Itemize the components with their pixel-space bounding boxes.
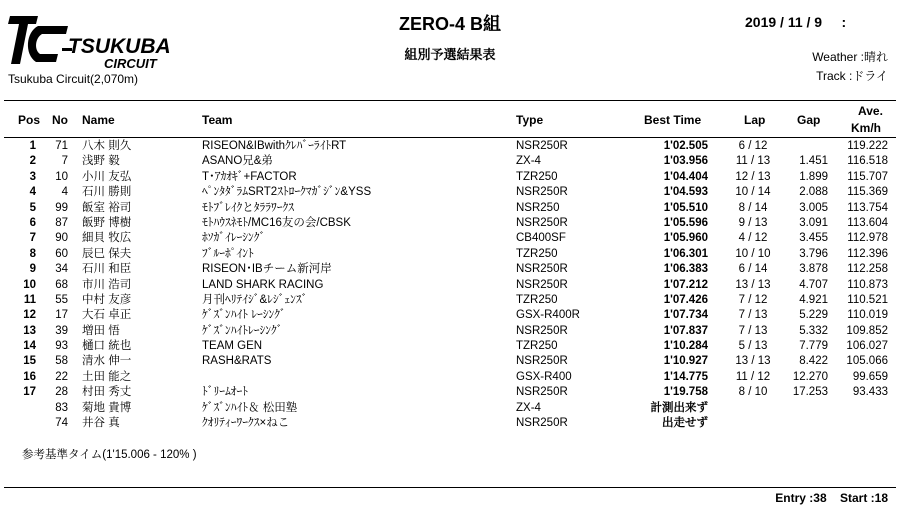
table-row <box>0 308 900 323</box>
cell-type: NSR250R <box>516 186 568 199</box>
cell-team: ﾎｿｶﾞｲﾚｰｼﾝｸﾞ <box>202 232 266 245</box>
cell-lap: 11 / 12 <box>735 370 771 383</box>
cell-pos: 7 <box>29 232 36 245</box>
cell-gap: 3.878 <box>799 263 828 276</box>
cell-ave: 110.521 <box>847 293 888 306</box>
cell-pos: 17 <box>23 386 36 399</box>
cell-lap: 13 / 13 <box>735 278 771 291</box>
cell-name: 井谷 真 <box>82 417 120 430</box>
cell-type: ZX-4 <box>516 401 541 414</box>
results-table <box>0 139 900 431</box>
event-title: ZERO-4 B組 <box>398 14 501 34</box>
cell-ave: 115.369 <box>847 186 888 199</box>
cell-best: 1'14.775 <box>663 370 708 383</box>
cell-ave: 113.604 <box>847 216 888 229</box>
cell-no: 99 <box>55 201 68 214</box>
cell-lap: 4 / 12 <box>738 232 768 245</box>
cell-no: 71 <box>55 140 68 152</box>
cell-name: 増田 悟 <box>82 324 120 337</box>
cell-gap: 17.253 <box>792 386 828 399</box>
cell-pos: 16 <box>23 370 36 383</box>
cell-lap: 5 / 13 <box>738 340 768 353</box>
cell-name: 浅野 毅 <box>82 155 120 168</box>
cell-ave: 119.222 <box>847 140 888 152</box>
cell-team: 月刊ﾍﾘﾃｲｼﾞ&ﾚｼﾞｪﾝｽﾞ <box>202 293 308 306</box>
cell-best: 出走せず <box>662 417 708 430</box>
cell-gap: 7.779 <box>799 340 828 353</box>
cell-name: 小川 友弘 <box>82 170 132 183</box>
cell-pos: 6 <box>29 216 36 229</box>
cell-name: 細貝 牧広 <box>82 232 132 245</box>
cell-type: TZR250 <box>516 340 558 353</box>
cell-best: 1'07.426 <box>663 293 708 306</box>
cell-lap: 8 / 10 <box>738 386 768 399</box>
cell-best: 1'05.510 <box>663 201 708 214</box>
header-team: Team <box>202 113 233 127</box>
cell-gap: 5.229 <box>799 309 828 322</box>
cell-pos: 2 <box>29 155 36 168</box>
cell-type: NSR250R <box>516 278 568 291</box>
cell-lap: 7 / 12 <box>738 293 768 306</box>
cell-team: LAND SHARK RACING <box>202 278 324 291</box>
cell-ave: 99.659 <box>852 370 888 383</box>
header-bottom-rule <box>4 137 896 138</box>
cell-type: NSR250R <box>516 216 568 229</box>
cell-gap: 12.270 <box>792 370 828 383</box>
cell-gap: 3.796 <box>799 247 828 260</box>
cell-team: ﾓﾄﾌﾞﾚｲｸとﾀﾗﾗﾜｰｸｽ <box>202 201 294 214</box>
cell-no: 28 <box>55 386 68 399</box>
cell-type: NSR250R <box>516 417 568 430</box>
table-row <box>0 247 900 262</box>
header-best-time: Best Time <box>644 113 702 127</box>
cell-type: NSR250R <box>516 324 568 337</box>
table-row <box>0 139 900 154</box>
cell-team: RASH&RATS <box>202 355 272 368</box>
table-row <box>0 339 900 354</box>
cell-type: TZR250 <box>516 170 558 183</box>
cell-type: CB400SF <box>516 232 566 245</box>
table-row <box>0 278 900 293</box>
header-lap: Lap <box>744 113 766 127</box>
event-date: 2019 / 11 / 9 : <box>745 14 847 30</box>
cell-best: 1'07.837 <box>663 324 708 337</box>
cell-name: 市川 浩司 <box>82 278 132 291</box>
cell-team: ｹﾞｽﾞﾝﾊｲﾄﾚｰｼﾝｸﾞ <box>202 324 283 337</box>
cell-pos: 10 <box>23 278 36 291</box>
cell-best: 1'06.383 <box>663 263 708 276</box>
cell-ave: 112.258 <box>847 263 888 276</box>
cell-team: TEAM GEN <box>202 340 263 353</box>
cell-ave: 106.027 <box>846 340 888 353</box>
table-row <box>0 201 900 216</box>
cell-name: 石川 勝則 <box>82 186 132 199</box>
cell-name: 辰巳 保夫 <box>82 247 132 260</box>
header-gap: Gap <box>797 113 821 127</box>
cell-pos: 4 <box>29 186 36 199</box>
cell-pos: 15 <box>23 355 36 368</box>
cell-type: NSR250R <box>516 263 568 276</box>
cell-pos: 3 <box>29 170 36 183</box>
cell-best: 1'05.960 <box>663 232 708 245</box>
cell-lap: 8 / 14 <box>738 201 768 214</box>
cell-no: 10 <box>55 170 68 183</box>
cell-gap: 8.422 <box>799 355 828 368</box>
cell-ave: 105.066 <box>846 355 888 368</box>
table-row <box>0 216 900 231</box>
cell-name: 清水 伸一 <box>82 355 132 368</box>
cell-best: 1'02.505 <box>663 140 708 152</box>
cell-type: NSR250R <box>516 140 568 152</box>
table-row <box>0 170 900 185</box>
cell-best: 計測出来ず <box>650 401 708 414</box>
table-row <box>0 262 900 277</box>
cell-best: 1'03.956 <box>663 155 708 168</box>
cell-ave: 93.433 <box>852 386 888 399</box>
cell-ave: 113.754 <box>847 201 888 214</box>
cell-pos: 5 <box>29 201 36 214</box>
cell-best: 1'07.212 <box>663 278 708 291</box>
cell-ave: 115.707 <box>847 170 888 183</box>
cell-best: 1'10.284 <box>663 340 708 353</box>
cell-type: TZR250 <box>516 247 558 260</box>
table-row <box>0 401 900 416</box>
entry-start-count: Entry :38 Start :18 <box>775 491 888 505</box>
cell-type: NSR250R <box>516 386 568 399</box>
cell-team: ASANO兄&弟 <box>202 155 273 168</box>
cell-name: 飯野 博樹 <box>82 216 132 229</box>
cell-no: 4 <box>61 186 68 199</box>
cell-pos: 11 <box>23 293 36 306</box>
cell-gap: 2.088 <box>799 186 828 199</box>
header-no: No <box>52 113 68 127</box>
logo-brand: TSUKUBA <box>68 35 171 58</box>
header-ave: Ave. <box>858 104 883 118</box>
table-row <box>0 370 900 385</box>
cell-name: 石川 和臣 <box>82 263 132 276</box>
cell-lap: 11 / 13 <box>735 155 771 168</box>
cell-type: ZX-4 <box>516 155 541 168</box>
cell-team: ﾓﾄﾊｳｽﾈﾓﾄ/MC16友の会/CBSK <box>202 216 351 229</box>
cell-lap: 10 / 10 <box>735 247 771 260</box>
cell-no: 39 <box>55 324 68 337</box>
cell-lap: 7 / 13 <box>738 309 768 322</box>
cell-name: 大石 卓正 <box>82 309 132 322</box>
cell-team: ﾍﾟﾝﾀﾀﾞﾗﾑSRT2ｽﾄﾛｰｸﾏｶﾞｼﾞﾝ&YSS <box>202 186 372 199</box>
cell-ave: 109.852 <box>846 324 888 337</box>
header-pos: Pos <box>18 113 41 127</box>
cell-no: 83 <box>55 401 68 414</box>
table-row <box>0 416 900 431</box>
cell-no: 68 <box>55 278 68 291</box>
cell-pos: 1 <box>29 140 36 152</box>
cell-pos: 14 <box>23 340 36 353</box>
table-row <box>0 354 900 369</box>
cell-no: 74 <box>55 417 68 430</box>
table-row <box>0 231 900 246</box>
cell-team: ｸｵﾘﾃｨｰﾜｰｸｽ×ねこ <box>202 417 290 430</box>
cell-gap: 5.332 <box>799 324 828 337</box>
cell-no: 22 <box>55 370 68 383</box>
cell-best: 1'19.758 <box>663 386 708 399</box>
cell-pos: 9 <box>29 263 36 276</box>
cell-lap: 6 / 14 <box>738 263 768 276</box>
cell-lap: 12 / 13 <box>735 170 771 183</box>
table-row <box>0 185 900 200</box>
cell-type: NSR250 <box>516 201 560 214</box>
conditions <box>812 48 888 86</box>
cell-best: 1'04.404 <box>663 170 708 183</box>
circuit-info: Tsukuba Circuit(2,070m) <box>8 72 139 86</box>
reference-time-note: 参考基準タイム(1'15.006 - 120% ) <box>22 449 197 461</box>
cell-team: RISEON･IBチーム新河岸 <box>202 263 332 276</box>
cell-name: 八木 則久 <box>82 140 132 152</box>
cell-type: GSX-R400 <box>516 370 572 383</box>
header-kmh: Km/h <box>851 121 881 135</box>
cell-no: 60 <box>55 247 68 260</box>
cell-team: ｹﾞｽﾞﾝﾊｲﾄ ﾚｰｼﾝｸﾞ <box>202 309 286 322</box>
cell-name: 樋口 統也 <box>82 340 132 353</box>
cell-name: 菊地 貴博 <box>82 401 132 414</box>
cell-gap: 1.899 <box>799 170 828 183</box>
cell-team: T･ｱｶｵｷﾞ+FACTOR <box>202 170 297 183</box>
cell-ave: 112.978 <box>847 232 888 245</box>
logo-sub: CIRCUIT <box>104 56 157 68</box>
table-row <box>0 324 900 339</box>
table-row <box>0 154 900 169</box>
table-row <box>0 293 900 308</box>
cell-team: ﾄﾞﾘｰﾑｵｰﾄ <box>202 386 248 399</box>
header-top-rule <box>4 100 896 101</box>
cell-name: 土田 能之 <box>82 370 132 383</box>
cell-best: 1'06.301 <box>663 247 708 260</box>
cell-gap: 3.091 <box>799 216 828 229</box>
cell-best: 1'07.734 <box>663 309 708 322</box>
cell-ave: 112.396 <box>847 247 888 260</box>
cell-best: 1'10.927 <box>663 355 708 368</box>
cell-gap: 3.005 <box>799 201 828 214</box>
cell-no: 58 <box>55 355 68 368</box>
header-type: Type <box>516 113 544 127</box>
cell-gap: 3.455 <box>799 232 828 245</box>
header-name: Name <box>82 113 115 127</box>
cell-name: 中村 友彦 <box>82 293 132 306</box>
cell-name: 飯室 裕司 <box>82 201 132 214</box>
cell-pos: 8 <box>29 247 36 260</box>
table-row <box>0 385 900 400</box>
cell-name: 村田 秀丈 <box>82 386 132 399</box>
cell-best: 1'04.593 <box>663 186 708 199</box>
cell-type: TZR250 <box>516 293 558 306</box>
cell-gap: 4.707 <box>799 278 828 291</box>
cell-gap: 1.451 <box>799 155 828 168</box>
cell-lap: 13 / 13 <box>735 355 771 368</box>
cell-ave: 110.019 <box>847 309 888 322</box>
cell-type: GSX-R400R <box>516 309 580 322</box>
cell-ave: 116.518 <box>847 155 888 168</box>
cell-pos: 13 <box>23 324 36 337</box>
cell-no: 17 <box>55 309 68 322</box>
cell-team: RISEON&IBwithｸﾚﾊﾞｰﾗｲﾄRT <box>202 140 347 152</box>
cell-team: ﾌﾞﾙｰﾎﾟｲﾝﾄ <box>202 247 254 260</box>
cell-lap: 10 / 14 <box>735 186 771 199</box>
track-condition: Track :ドライ <box>816 69 888 83</box>
cell-no: 55 <box>55 293 68 306</box>
cell-lap: 9 / 13 <box>738 216 768 229</box>
cell-lap: 6 / 12 <box>738 140 768 152</box>
cell-team: ｹﾞｽﾞﾝﾊｲﾄ＆ 松田塾 <box>202 401 298 414</box>
cell-pos: 12 <box>23 309 36 322</box>
weather: Weather :晴れ <box>812 50 888 64</box>
cell-no: 90 <box>55 232 68 245</box>
cell-no: 93 <box>55 340 68 353</box>
cell-lap: 7 / 13 <box>738 324 768 337</box>
cell-gap: 4.921 <box>799 293 828 306</box>
cell-ave: 110.873 <box>847 278 888 291</box>
cell-no: 7 <box>61 155 68 168</box>
cell-no: 87 <box>55 216 68 229</box>
cell-type: NSR250R <box>516 355 568 368</box>
cell-no: 34 <box>55 263 68 276</box>
footer-rule <box>4 487 896 488</box>
event-subtitle: 組別予選結果表 <box>404 47 496 62</box>
cell-best: 1'05.596 <box>663 216 708 229</box>
